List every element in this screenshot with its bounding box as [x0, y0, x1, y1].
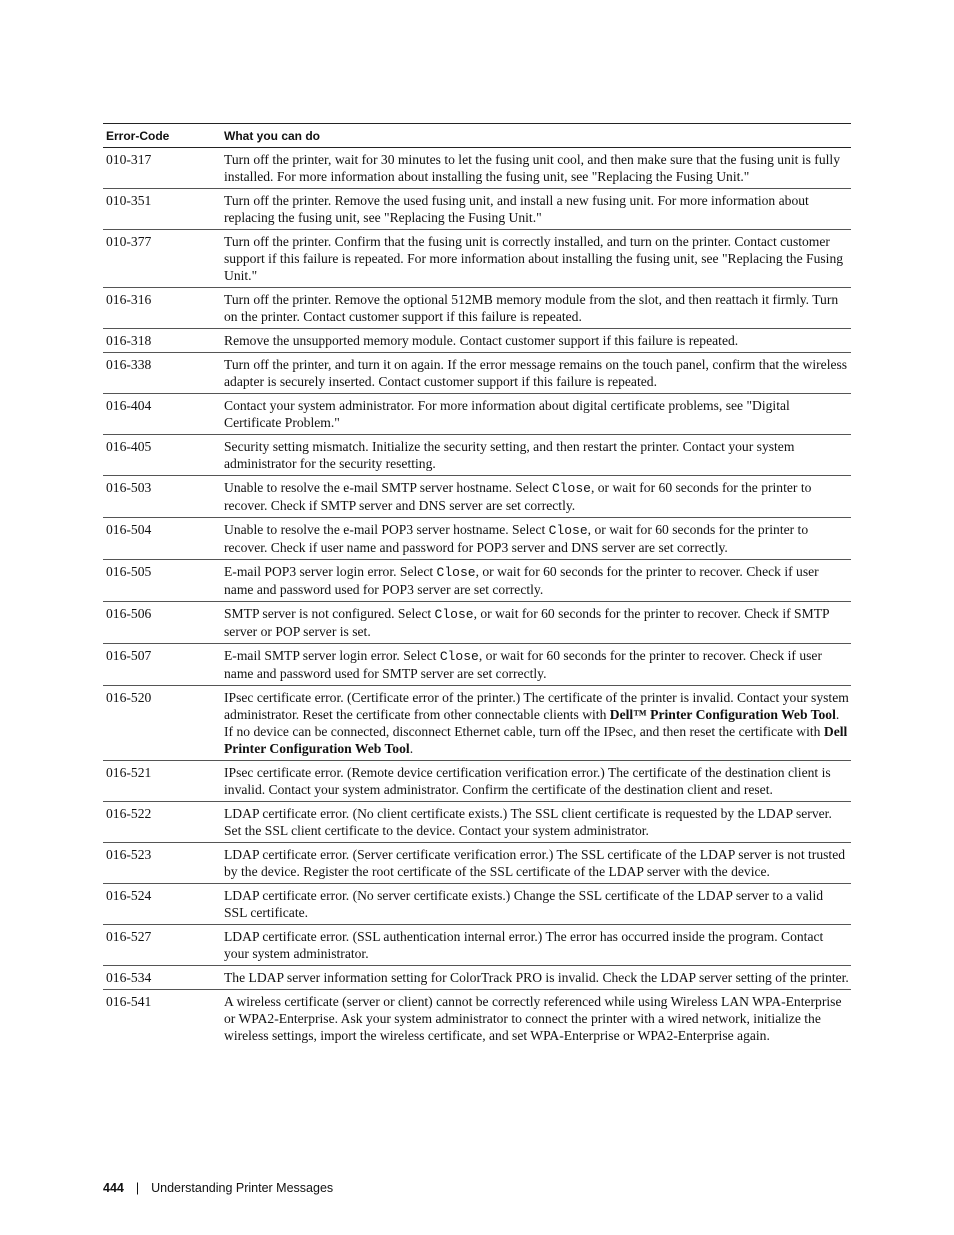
- description-text: , or wait for 60 seconds for the printer to recover. Check if user name and password used for POP3 server are set correctly.: [224, 564, 819, 597]
- table-row: [103, 843, 851, 884]
- description-text: SMTP server is not configured. Select: [224, 606, 435, 621]
- error-code-cell: 016-522: [106, 806, 152, 821]
- product-name: Dell™ Printer Configuration Web Tool: [609, 707, 836, 722]
- description-text: , or wait for 60 seconds for the printer to recover. Check if user name and password for POP3 server and DNS server are set correctly.: [224, 522, 809, 555]
- action-description-cell: [221, 560, 851, 602]
- error-code-cell: 010-317: [106, 152, 152, 167]
- action-description-cell: [221, 761, 851, 802]
- action-description-cell: [221, 644, 851, 686]
- description-text: LDAP certificate error. (No client certificate exists.) The SSL client certificate is requested by the LDAP server. Set the SSL client certificate to the device. Contact your system administrator.: [224, 806, 832, 838]
- action-description-cell: [221, 394, 851, 435]
- error-code-cell: 016-318: [106, 333, 152, 348]
- table-row: [103, 966, 851, 990]
- error-code-cell: 016-524: [106, 888, 152, 903]
- action-description-cell: [221, 518, 851, 560]
- action-description-cell: [221, 884, 851, 925]
- table-row: [103, 394, 851, 435]
- error-code-cell: 016-503: [106, 480, 152, 495]
- table-row: [103, 518, 851, 560]
- footer-section-title: Understanding Printer Messages: [151, 1181, 334, 1195]
- error-code-cell: 016-520: [106, 690, 152, 705]
- header-error-code: Error-Code: [106, 129, 170, 143]
- action-description-cell: [221, 602, 851, 644]
- description-text: LDAP certificate error. (No server certificate exists.) Change the SSL certificate of the LDAP server to a valid SSL certificate.: [224, 888, 824, 920]
- error-code-cell: 016-405: [106, 439, 152, 454]
- error-code-cell: 016-541: [106, 994, 152, 1009]
- description-text: Turn off the printer, wait for 30 minutes to let the fusing unit cool, and then make sure that the fusing unit is fully installed. For more information about installing the fusing unit, see "Replacing the Fusing Unit.": [224, 152, 840, 184]
- table-row: [103, 476, 851, 518]
- action-description-cell: [221, 802, 851, 843]
- description-text: E-mail SMTP server login error. Select: [224, 648, 440, 663]
- error-code-cell: 016-504: [106, 522, 152, 537]
- ui-key-label: Close: [439, 649, 479, 664]
- error-code-cell: 016-534: [106, 970, 152, 985]
- table-row: [103, 148, 851, 189]
- description-text: , or wait for 60 seconds for the printer to recover. Check if SMTP server and DNS server are set correctly.: [224, 480, 812, 513]
- description-text: E-mail POP3 server login error. Select: [224, 564, 437, 579]
- table-row: [103, 602, 851, 644]
- action-description-cell: [221, 843, 851, 884]
- table-row: [103, 802, 851, 843]
- error-code-cell: 016-523: [106, 847, 152, 862]
- product-name: Dell Printer Configuration Web Tool: [224, 724, 848, 756]
- table-row: [103, 189, 851, 230]
- description-text: Unable to resolve the e-mail POP3 server hostname. Select: [224, 522, 549, 537]
- page-number: 444: [103, 1181, 124, 1195]
- description-text: Unable to resolve the e-mail SMTP server hostname. Select: [224, 480, 552, 495]
- action-description-cell: [221, 990, 851, 1048]
- ui-key-label: Close: [551, 481, 591, 496]
- description-text: , or wait for 60 seconds for the printer to recover. Check if user name and password used for SMTP server are set correctly.: [224, 648, 822, 681]
- description-text: Turn off the printer. Remove the optional 512MB memory module from the slot, and then reattach it firmly. Turn on the printer. Contact customer support if this failure is repeated.: [224, 292, 839, 324]
- description-text: , or wait for 60 seconds for the printer to recover. Check if SMTP server or POP server is set.: [224, 606, 830, 639]
- description-text: Contact your system administrator. For more information about digital certificate problems, see "Digital Certificate Problem.": [224, 398, 790, 430]
- table-row: [103, 288, 851, 329]
- table-row: [103, 230, 851, 288]
- description-text: Turn off the printer, and turn it on again. If the error message remains on the touch panel, confirm that the wireless adapter is securely inserted. Contact customer support if this failure is repeated.: [224, 357, 848, 389]
- action-description-cell: [221, 925, 851, 966]
- table-row: [103, 686, 851, 761]
- description-text: A wireless certificate (server or client) cannot be correctly referenced while using Wireless LAN WPA-Enterprise or WPA2-Enterprise. Ask your system administrator to connect the printer with a wired network, initialize the wireless settings, import the wireless certificate, and set WPA-Enterprise or WPA2-Enterprise again.: [224, 994, 842, 1043]
- description-text: Remove the unsupported memory module. Contact customer support if this failure is repeated.: [224, 333, 739, 348]
- table-row: [103, 644, 851, 686]
- ui-key-label: Close: [434, 607, 474, 622]
- error-code-cell: 016-338: [106, 357, 152, 372]
- action-description-cell: [221, 476, 851, 518]
- error-code-cell: 016-505: [106, 564, 152, 579]
- description-text: LDAP certificate error. (Server certificate verification error.) The SSL certificate of the LDAP server is not trusted by the device. Register the root certificate of the SSL certificate of the LDAP server with the device.: [224, 847, 846, 879]
- error-code-cell: 016-521: [106, 765, 152, 780]
- table-header-row: [103, 124, 851, 148]
- table-row: [103, 925, 851, 966]
- action-description-cell: [221, 230, 851, 288]
- description-text: LDAP certificate error. (SSL authentication internal error.) The error has occurred inside the program. Contact your system administrator.: [224, 929, 824, 961]
- action-description-cell: [221, 686, 851, 761]
- error-code-cell: 010-377: [106, 234, 152, 249]
- action-description-cell: [221, 189, 851, 230]
- header-what-you-can-do: What you can do: [224, 129, 320, 143]
- description-text: IPsec certificate error. (Remote device certification verification error.) The certificate of the destination client is invalid. Contact your system administrator. Confirm the certificate of the destination client and reset.: [224, 765, 831, 797]
- ui-key-label: Close: [548, 523, 588, 538]
- action-description-cell: [221, 353, 851, 394]
- description-text: The LDAP server information setting for ColorTrack PRO is invalid. Check the LDAP server setting of the printer.: [224, 970, 849, 985]
- error-code-cell: 016-507: [106, 648, 152, 663]
- description-text: Security setting mismatch. Initialize the security setting, and then restart the printer. Contact your system administrator for the security resetting.: [224, 439, 795, 471]
- table-row: [103, 990, 851, 1048]
- action-description-cell: [221, 288, 851, 329]
- footer-separator: |: [135, 1181, 140, 1195]
- error-code-cell: 010-351: [106, 193, 152, 208]
- description-text: . If no device can be connected, disconnect Ethernet cable, turn off the IPsec, and then reset the certificate with: [224, 707, 840, 739]
- action-description-cell: [221, 435, 851, 476]
- description-text: Turn off the printer. Confirm that the fusing unit is correctly installed, and turn on the printer. Contact customer support if this failure is repeated. For more information about installing the fusing unit, see "Replacing the Fusing Unit.": [224, 234, 844, 283]
- page-footer: [103, 1181, 333, 1195]
- table-row: [103, 353, 851, 394]
- description-text: IPsec certificate error. (Certificate error of the printer.) The certificate of the printer is invalid. Contact your system administrator. Reset the certificate from other connectable clients with: [224, 690, 849, 722]
- table-row: [103, 435, 851, 476]
- action-description-cell: [221, 329, 851, 353]
- table-row: [103, 884, 851, 925]
- error-code-table: [103, 123, 851, 1047]
- description-text: .: [409, 741, 414, 756]
- error-code-cell: 016-527: [106, 929, 152, 944]
- ui-key-label: Close: [436, 565, 476, 580]
- table-row: [103, 761, 851, 802]
- error-code-cell: 016-316: [106, 292, 152, 307]
- error-code-cell: 016-506: [106, 606, 152, 621]
- error-code-cell: 016-404: [106, 398, 152, 413]
- table-row: [103, 329, 851, 353]
- table-body: [103, 148, 851, 1048]
- error-code-table-container: [103, 123, 851, 1047]
- description-text: Turn off the printer. Remove the used fusing unit, and install a new fusing unit. For more information about replacing the fusing unit, see "Replacing the Fusing Unit.": [224, 193, 809, 225]
- action-description-cell: [221, 148, 851, 189]
- action-description-cell: [221, 966, 851, 990]
- table-row: [103, 560, 851, 602]
